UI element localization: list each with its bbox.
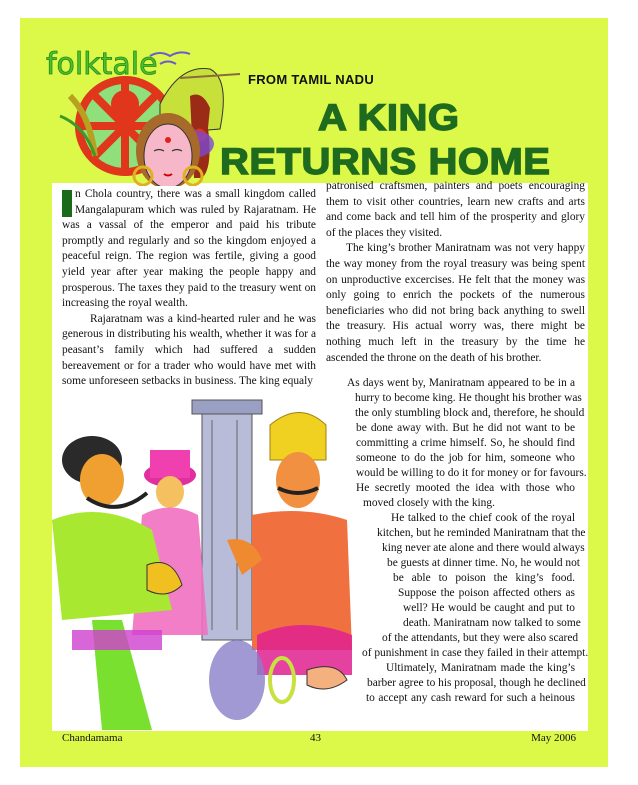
folktale-header-illustration	[40, 36, 240, 186]
text-line: be done away with. But he did not want to be	[356, 422, 575, 434]
story-origin-kicker: FROM TAMIL NADU	[248, 72, 375, 87]
paragraph: The king’s brother Maniratnam was not very happy the way money from the royal treasury was being spent on unproductive excercises. He felt that the money was only going to enrich the pockets of the numerous beneficiaries who did not bring back anything to swell the treasury. His actual worry was, there might be nothing much left in the treasury by the time he ascended the throne on the death of his brother.	[326, 242, 585, 364]
text-line: king never ate alone and there would always	[382, 542, 585, 554]
footer-date: May 2006	[531, 732, 576, 744]
text-line: be able to poison the king’s food.	[393, 572, 575, 584]
text-line: the only stumbling block and, therefore, he should	[355, 407, 585, 419]
text-line: someone to do the job for him, someone who	[356, 452, 575, 464]
text-line: to accept any cash reward for such a heinous	[366, 692, 575, 704]
folktale-logo: folktale	[46, 47, 158, 82]
text-line: be guests at dinner time. No, he would not	[387, 557, 580, 569]
text-line: hurry to become king. He thought his brother was	[355, 392, 582, 404]
text-line: death. Maniratnam now talked to some	[403, 617, 581, 629]
story-title-line1: A KING	[318, 97, 460, 139]
text-line: would be willing to do it for money or for favours.	[356, 467, 587, 479]
text-line: committing a crime himself. So, he should find	[356, 437, 575, 449]
text-line: He talked to the chief cook of the royal	[391, 512, 575, 524]
paragraph: patronised craftsmen, painters and poets encouraging them to visit other countries, learn new crafts and arts and come back and tell him of the prosperity and glory of the places they visited.	[326, 180, 585, 239]
text-line: Ultimately, Maniratnam made the king’s	[386, 662, 575, 674]
right-column	[326, 179, 585, 366]
text-line: barber agree to his proposal, though he declined	[367, 677, 586, 689]
text-line: of the attendants, but they were also scared	[382, 632, 579, 644]
text-line: As days went by, Maniratnam appeared to be in a	[347, 377, 575, 389]
text-line: of punishment in case they failed in their attempt.	[362, 647, 589, 659]
footer-publication: Chandamama	[62, 732, 123, 744]
left-column	[62, 187, 316, 390]
story-title-line2: RETURNS HOME	[220, 141, 551, 183]
text-line: He secretly mooted the idea with those who	[356, 482, 575, 494]
story-illustration	[52, 380, 352, 731]
text-line: kitchen, but he reminded Maniratnam that the	[377, 527, 586, 539]
text-line: well? He would be caught and put to	[403, 602, 575, 614]
text-line: moved closely with the king.	[363, 497, 495, 509]
text-line: Suppose the poison affected others as	[398, 587, 575, 599]
paragraph: Rajaratnam was a kind-hearted ruler and he was generous in distributing his wealth, whether it was for a peasant’s family which had suffered a sudden bereavement or for a trader who would have met with some unforeseen setbacks in business. The king equaly	[62, 312, 316, 388]
paragraph: n Chola country, there was a small kingdom called Mangalapuram which was ruled by Rajaratnam. He was a vassal of the emperor and paid his tribute promptly and regularly and so the kingdom enjoyed a peaceful reign. The region was fertile, giving a good yield year after year making the people happy and prosperous. The taxes they paid to the treasury went on increasing the royal wealth.	[62, 188, 316, 310]
footer-page-number: 43	[310, 732, 321, 744]
drop-cap	[62, 190, 72, 217]
